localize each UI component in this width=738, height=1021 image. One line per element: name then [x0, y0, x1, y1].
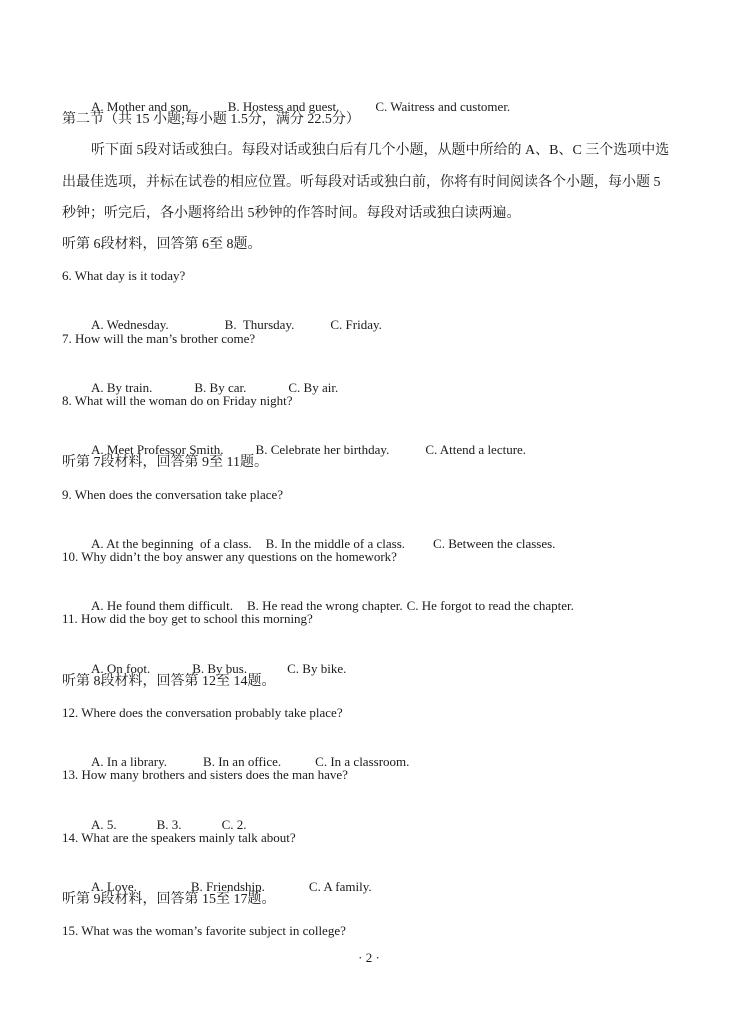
question-11: 11. How did the boy get to school this morning?	[62, 611, 313, 626]
question-8: 8. What will the woman do on Friday night?	[62, 393, 293, 408]
option-c: C. By bike.	[287, 661, 347, 676]
question-13: 13. How many brothers and sisters does the man have?	[62, 767, 348, 782]
material-heading: 听第 8段材料，回答第 12至 14题。	[62, 674, 276, 689]
option-c: C. In a classroom.	[315, 754, 410, 769]
material-heading: 听第 7段材料，回答第 9至 11题。	[62, 455, 268, 470]
option-b: B. He read the wrong chapter.	[247, 598, 403, 613]
material-heading: 听第 9段材料，回答第 15至 17题。	[62, 892, 276, 907]
option-a: A. By train.	[91, 380, 153, 395]
option-a: A. In a library.	[91, 754, 168, 769]
question-9: 9. When does the conversation take place?	[62, 487, 284, 502]
option-a: A. He found them difficult.	[91, 598, 234, 613]
option-a: A. 5.	[91, 817, 117, 832]
option-c: C. Between the classes.	[433, 536, 556, 551]
option-a: A. Love.	[91, 879, 137, 894]
option-c: C. Attend a lecture.	[425, 442, 527, 457]
option-a: A. Wednesday.	[91, 317, 169, 332]
option-b: B. Celebrate her birthday.	[255, 442, 390, 457]
instruction-line: 秒钟；听完后，各小题将给出 5秒钟的作答时间。每段对话或独白读两遍。	[62, 206, 521, 221]
question-7: 7. How will the man’s brother come?	[62, 331, 256, 346]
question-6: 6. What day is it today?	[62, 268, 186, 283]
option-a: A. On foot.	[91, 661, 151, 676]
option-c: C. 2.	[221, 817, 247, 832]
question-14: 14. What are the speakers mainly talk about?	[62, 830, 296, 845]
material-heading: 听第 6段材料，回答第 6至 8题。	[62, 237, 262, 252]
question-15: 15. What was the woman’s favorite subject in college?	[62, 923, 346, 938]
option-b: B. 3.	[156, 817, 182, 832]
question-10: 10. Why didn’t the boy answer any questions on the homework?	[62, 549, 397, 564]
option-a: A. At the beginning of a class.	[91, 536, 252, 551]
option-b: B. By bus.	[192, 661, 248, 676]
option-c: C. A family.	[308, 879, 372, 894]
instruction-line: 出最佳选项，并标在试卷的相应位置。听每段对话或独白前，你将有时间阅读各个小题，每小题 5	[62, 175, 661, 190]
option-c: C. By air.	[288, 380, 339, 395]
option-c: C. Friday.	[330, 317, 382, 332]
option-b: B. Hostess and guest.	[227, 99, 340, 114]
option-b: B. Thursday.	[224, 317, 295, 332]
option-c: C. He forgot to read the chapter.	[406, 598, 574, 613]
option-c: C. Waitress and customer.	[375, 99, 511, 114]
instruction-line: 听下面 5段对话或独白。每段对话或独白后有几个小题，从题中所给的 A、B、C 三个选项中选	[91, 143, 670, 158]
option-b: B. By car.	[194, 380, 247, 395]
page-number: · 2 ·	[358, 950, 380, 965]
option-b: B. In the middle of a class.	[265, 536, 406, 551]
section-heading: 第二节（共 15 小题;每小题 1.5分，满分 22.5分）	[62, 112, 360, 127]
option-b: B. In an office.	[203, 754, 282, 769]
question-12: 12. Where does the conversation probably take place?	[62, 705, 343, 720]
option-a: A. Meet Professor Smith.	[91, 442, 224, 457]
option-b: B. Friendship.	[190, 879, 265, 894]
option-a: A. Mother and son.	[91, 99, 192, 114]
